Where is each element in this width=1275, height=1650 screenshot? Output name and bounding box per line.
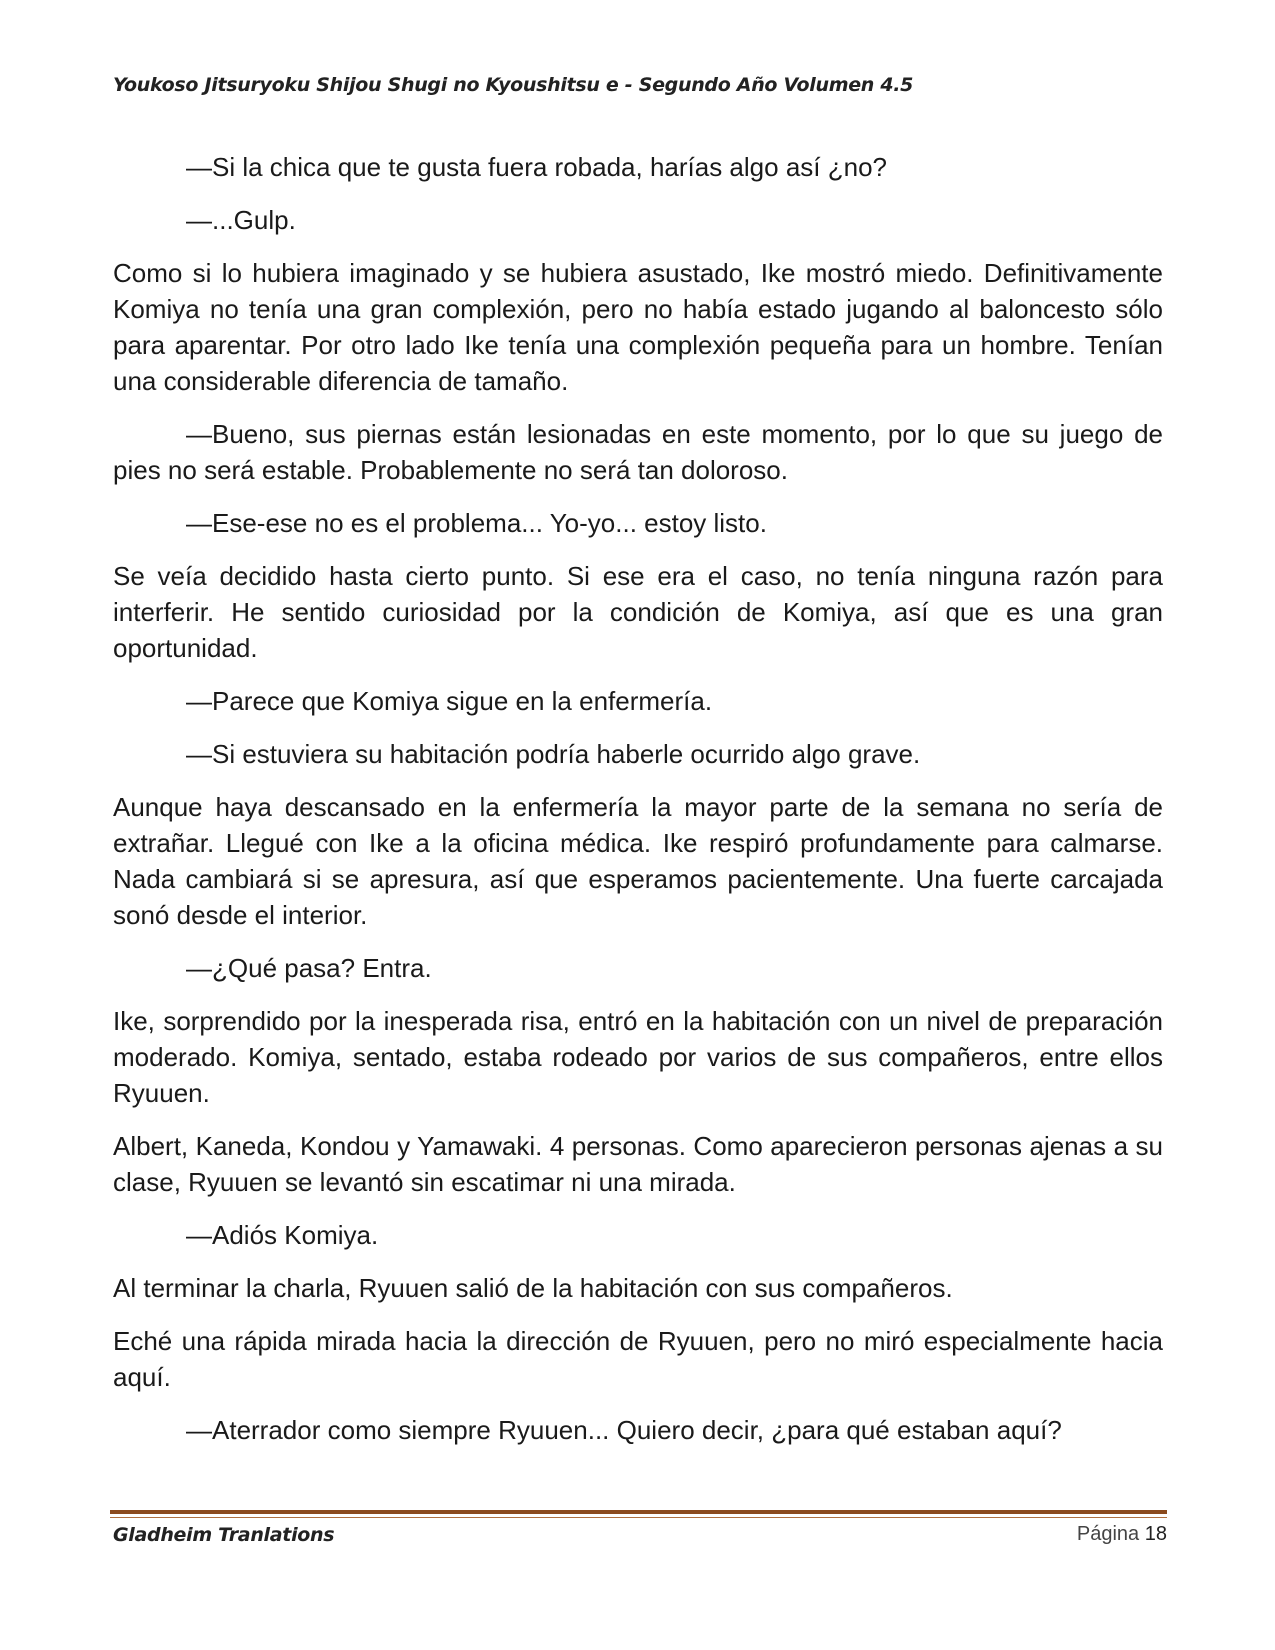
paragraph: Se veía decidido hasta cierto punto. Si ese era el caso, no tenía ninguna razón para interferir. He sentido curiosidad por la condición de Komiya, así que es una gran oportunidad.: [113, 561, 1163, 663]
paragraph: —Si la chica que te gusta fuera robada, harías algo así ¿no?: [186, 152, 887, 182]
paragraph: —Ese-ese no es el problema... Yo-yo... estoy listo.: [186, 508, 767, 538]
page-body: [113, 149, 1163, 1465]
paragraph: —Aterrador como siempre Ryuuen... Quiero decir, ¿para qué estaban aquí?: [186, 1415, 1062, 1445]
paragraph: —Adiós Komiya.: [186, 1220, 379, 1250]
paragraph: —Si estuviera su habitación podría haberle ocurrido algo grave.: [186, 739, 921, 769]
running-header: Youkoso Jitsuryoku Shijou Shugi no Kyoushitsu e - Segundo Año Volumen 4.5: [113, 74, 914, 96]
paragraph: —Parece que Komiya sigue en la enfermería.: [186, 686, 713, 716]
paragraph: Como si lo hubiera imaginado y se hubiera asustado, Ike mostró miedo. Definitivamente Komiya no tenía una gran complexión, pero no había estado jugando al baloncesto sólo para aparentar. Por otro lado Ike tenía una complexión pequeña para un hombre. Tenían una considerable diferencia de tamaño.: [113, 258, 1163, 396]
paragraph: Al terminar la charla, Ryuuen salió de la habitación con sus compañeros.: [113, 1273, 953, 1303]
paragraph: Ike, sorprendido por la inesperada risa, entró en la habitación con un nivel de preparación moderado. Komiya, sentado, estaba rodeado por varios de sus compañeros, entre ellos Ryuuen.: [113, 1006, 1163, 1108]
paragraph: Eché una rápida mirada hacia la dirección de Ryuuen, pero no miró especialmente hacia aquí.: [113, 1326, 1163, 1392]
paragraph: Albert, Kaneda, Kondou y Yamawaki. 4 personas. Como aparecieron personas ajenas a su clase, Ryuuen se levantó sin escatimar ni una mirada.: [113, 1131, 1163, 1197]
footer-rule: [110, 1510, 1167, 1514]
page-number: 18: [1144, 1523, 1167, 1545]
page-number-block: [1077, 1523, 1167, 1546]
paragraph: —...Gulp.: [186, 205, 296, 235]
paragraph: —Bueno, sus piernas están lesionadas en este momento, por lo que su juego de pies no será estable. Probablemente no será tan doloroso.: [113, 419, 1163, 485]
paragraph: Aunque haya descansado en la enfermería la mayor parte de la semana no sería de extrañar. Llegué con Ike a la oficina médica. Ike respiró profundamente para calmarse. Nada cambiará si se apresura, así que esperamos pacientemente. Una fuerte carcajada sonó desde el interior.: [113, 792, 1163, 930]
page-label: Página: [1076, 1523, 1140, 1545]
footer-credit: Gladheim Tranlations: [113, 1524, 335, 1546]
footer-rule-thin: [110, 1517, 1167, 1518]
paragraph: —¿Qué pasa? Entra.: [186, 953, 432, 983]
